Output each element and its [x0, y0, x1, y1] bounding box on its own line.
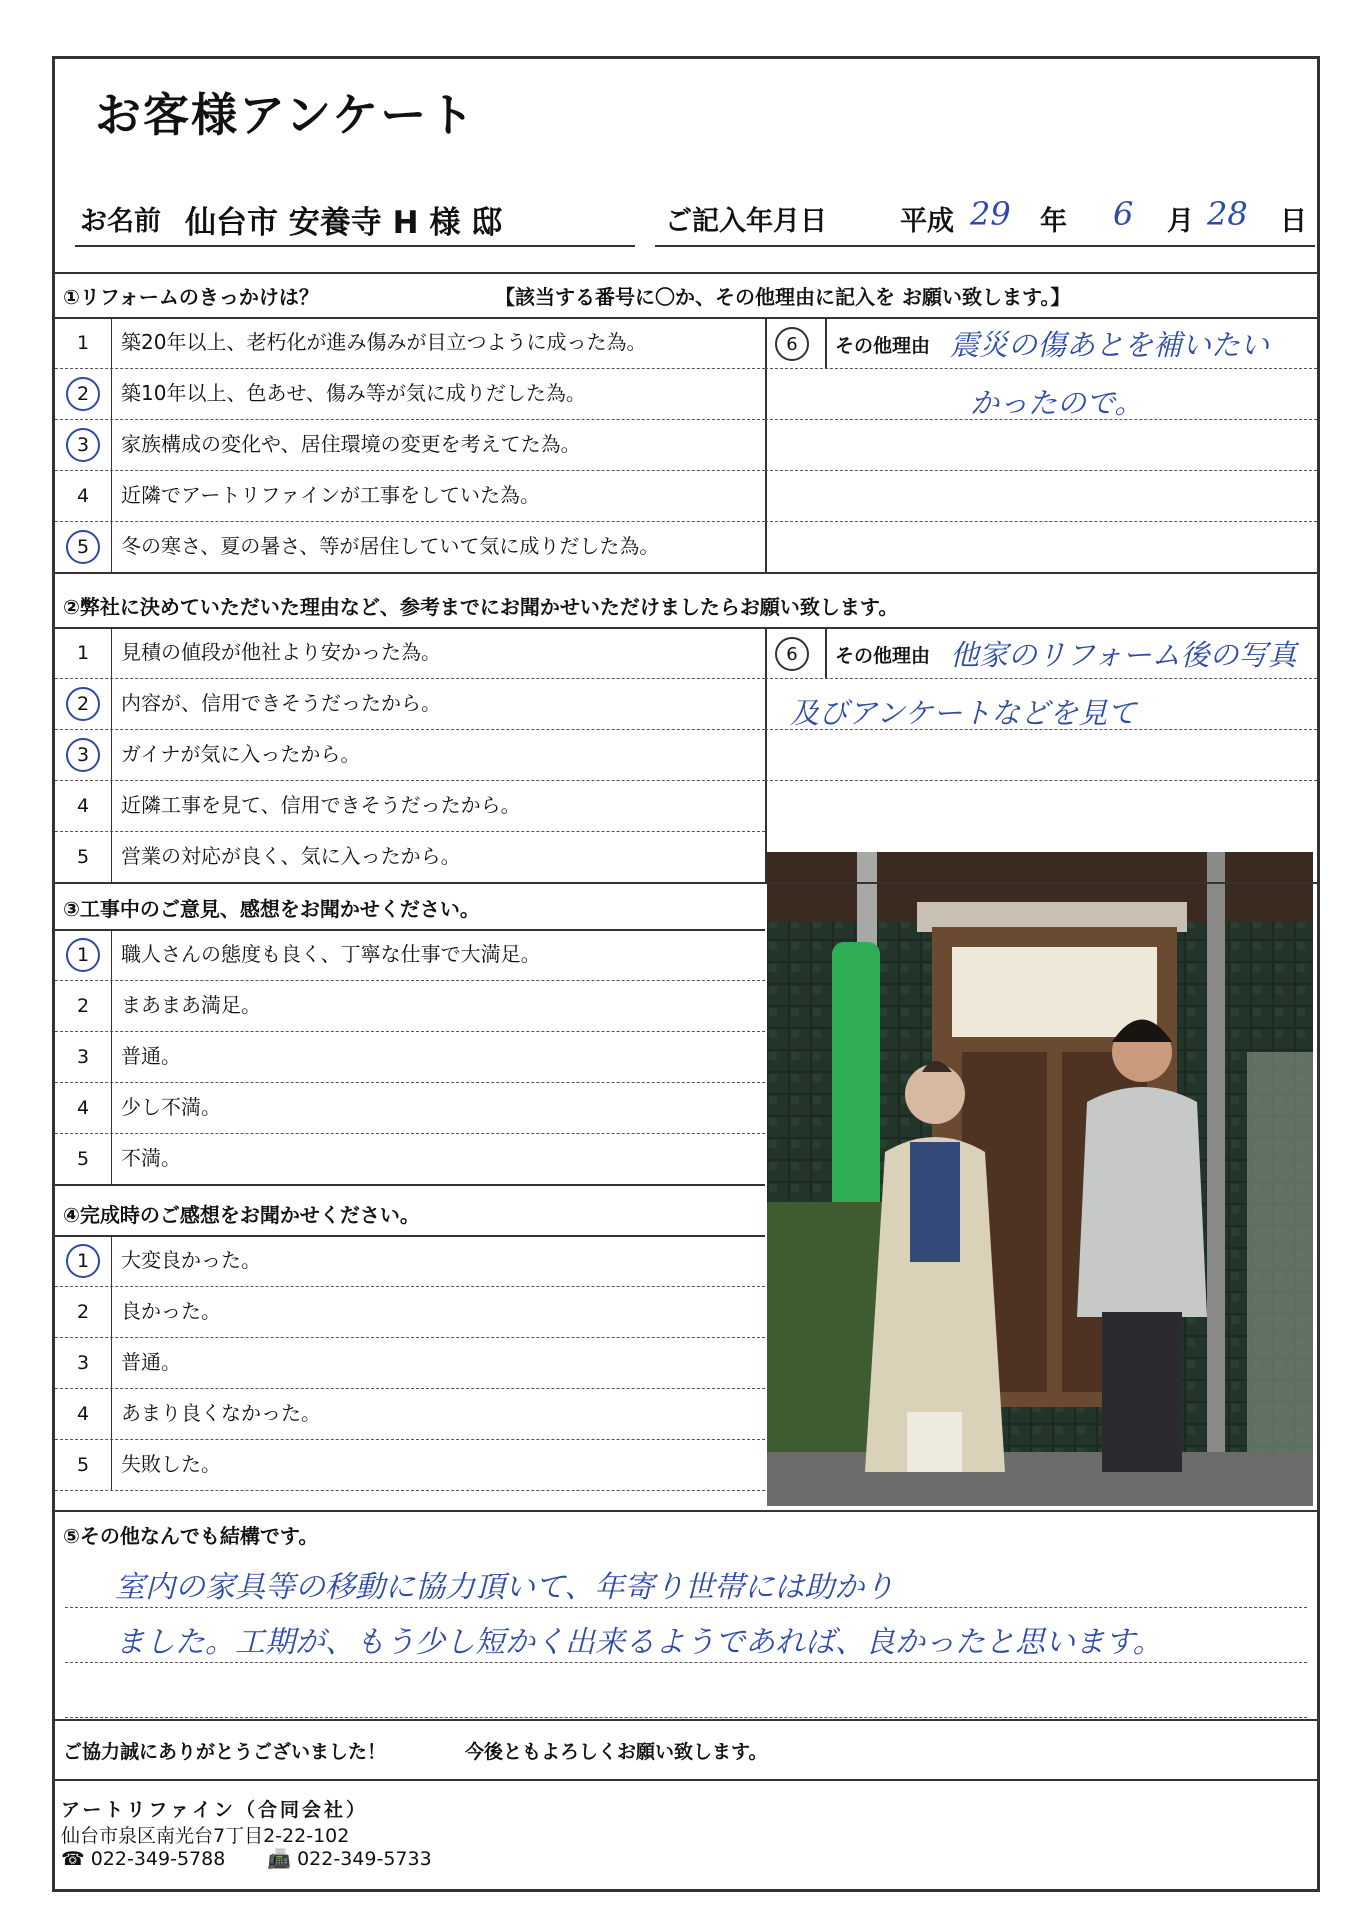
q2-option-3 — [55, 729, 765, 781]
option-text: 家族構成の変化や、居住環境の変更を考えてた為。 — [121, 432, 581, 456]
option-text: 不満。 — [121, 1146, 181, 1170]
q5-answer-line-2: ました。工期が、もう少し短かく出来るようであれば、良かったと思います。 — [115, 1625, 1163, 1660]
photo-illustration — [767, 852, 1313, 1506]
phone-line — [61, 1847, 432, 1870]
answer-line — [765, 419, 1317, 420]
name-value: 仙台市 安養寺 H 様 邸 — [185, 205, 503, 241]
q1-other-answer-line-2: かったので。 — [970, 386, 1144, 420]
divider — [55, 272, 1317, 274]
option-text: ガイナが気に入ったから。 — [121, 742, 361, 766]
option-number-cell — [55, 1031, 112, 1082]
option-number: 2 — [76, 1300, 90, 1323]
option-number: 1 — [76, 641, 90, 664]
divider — [55, 1719, 1317, 1721]
option-number: 2 — [76, 994, 90, 1017]
q1-other-answer-line-1: 震災の傷あとを補いたい — [950, 328, 1270, 362]
option-number-cell — [55, 470, 112, 521]
option-text: 良かった。 — [121, 1299, 221, 1323]
q5-heading: ⑤その他なんでも結構です。 — [63, 1524, 319, 1548]
year-value: 29 — [970, 195, 1011, 233]
option-text: 冬の寒さ、夏の暑さ、等が居住していて気に成りだした為。 — [121, 534, 660, 558]
option-number: 3 — [76, 1351, 90, 1374]
option-text: 築20年以上、老朽化が進み傷みが目立つように成った為。 — [121, 330, 647, 354]
option-text: あまり良くなかった。 — [121, 1401, 321, 1425]
q1-other-label: その他理由 — [835, 335, 931, 357]
q1-other-number-badge — [775, 327, 809, 361]
option-number-cell — [55, 1235, 112, 1286]
q1-option-1 — [55, 317, 765, 369]
answer-line — [765, 470, 1317, 471]
option-number: 5 — [76, 1453, 90, 1476]
q1-option-2 — [55, 368, 765, 420]
day-unit: 日 — [1280, 206, 1307, 237]
month-unit: 月 — [1167, 206, 1194, 237]
option-number-cell — [55, 929, 112, 980]
answer-line — [65, 1607, 1307, 1608]
q3-heading: ③工事中のご意見、感想をお聞かせください。 — [63, 897, 480, 921]
column-divider — [765, 627, 767, 882]
option-text: 大変良かった。 — [121, 1248, 261, 1272]
column-divider — [825, 627, 827, 678]
q2-option-4 — [55, 780, 765, 832]
option-number: 4 — [76, 794, 90, 817]
q1-heading: ①リフォームのきっかけは？ — [63, 285, 319, 309]
divider — [55, 572, 1317, 574]
q4-option-1 — [55, 1235, 765, 1287]
answer-line — [765, 368, 1317, 369]
q2-other-label: その他理由 — [835, 645, 931, 667]
option-number-cell — [55, 1439, 112, 1490]
q1-option-4 — [55, 470, 765, 522]
option-text: 近隣でアートリファインが工事をしていた為。 — [121, 483, 540, 507]
answer-line — [65, 1662, 1307, 1663]
date-underline — [655, 245, 1315, 247]
answer-line — [765, 729, 1317, 730]
survey-form — [52, 56, 1320, 1892]
q2-other-answer-line-1: 他家のリフォーム後の写真 — [950, 638, 1297, 672]
option-number: 3 — [76, 1045, 90, 1068]
q4-option-5 — [55, 1439, 765, 1491]
option-text: 普通。 — [121, 1350, 181, 1374]
q3-option-5 — [55, 1133, 765, 1185]
q2-option-2 — [55, 678, 765, 730]
option-number-cell — [55, 678, 112, 729]
option-number-cell — [55, 780, 112, 831]
option-number-cell — [55, 831, 112, 882]
option-number-cell — [55, 1388, 112, 1439]
q2-other-number-badge — [775, 637, 809, 671]
column-divider — [825, 317, 827, 368]
era-label: 平成 — [900, 206, 954, 237]
option-text: 築10年以上、色あせ、傷み等が気に成りだした為。 — [121, 381, 586, 405]
q3-option-4 — [55, 1082, 765, 1134]
option-number-cell — [55, 419, 112, 470]
q4-option-2 — [55, 1286, 765, 1338]
option-number-cell — [55, 627, 112, 678]
phone-icon: ☎ — [61, 1848, 85, 1870]
circled-option-number: 3 — [66, 428, 100, 462]
option-number-cell — [55, 1337, 112, 1388]
q3-option-2 — [55, 980, 765, 1032]
fax-number: 022-349-5733 — [297, 1848, 432, 1870]
company-address: 仙台市泉区南光台7丁目2-22-102 — [61, 1825, 350, 1847]
option-text: 職人さんの態度も良く、丁寧な仕事で大満足。 — [121, 942, 541, 966]
option-number-cell — [55, 1133, 112, 1184]
day-value: 28 — [1207, 195, 1248, 233]
column-divider — [765, 317, 767, 572]
form-title: お客様アンケート — [95, 88, 477, 142]
q1-instruction: 【該当する番号に〇か、その他理由に記入を お願い致します。】 — [495, 285, 1071, 309]
q2-option-1 — [55, 627, 765, 679]
answer-line — [65, 1717, 1307, 1718]
circled-option-number: 1 — [66, 938, 100, 972]
circled-option-number: 2 — [66, 377, 100, 411]
circled-option-number: 1 — [66, 1244, 100, 1278]
divider — [55, 1779, 1317, 1781]
q2-other-number: 6 — [775, 637, 809, 671]
phone-number: 022-349-5788 — [90, 1848, 226, 1870]
divider — [55, 1184, 765, 1186]
q4-heading: ④完成時のご感想をお聞かせください。 — [63, 1203, 420, 1227]
option-number: 5 — [76, 1147, 90, 1170]
option-number-cell — [55, 317, 112, 368]
option-number: 5 — [76, 845, 90, 868]
q1-other-number: 6 — [775, 327, 809, 361]
name-label: お名前 — [80, 206, 161, 237]
company-name: アートリファイン（合同会社） — [61, 1799, 369, 1821]
q3-option-1 — [55, 929, 765, 981]
regards-text: 今後ともよろしくお願い致します。 — [465, 1741, 768, 1763]
q4-option-4 — [55, 1388, 765, 1440]
option-text: まあまあ満足。 — [121, 993, 261, 1017]
divider — [55, 1510, 1317, 1512]
option-text: 内容が、信用できそうだったから。 — [121, 691, 441, 715]
option-number: 4 — [76, 484, 90, 507]
divider — [55, 882, 1317, 884]
option-number-cell — [55, 1082, 112, 1133]
customer-photo — [767, 852, 1313, 1506]
option-text: 見積の値段が他社より安かった為。 — [121, 640, 441, 664]
circled-option-number: 2 — [66, 687, 100, 721]
q2-other-answer-line-2: 及びアンケートなどを見て — [790, 696, 1137, 730]
year-unit: 年 — [1040, 206, 1067, 237]
option-number-cell — [55, 1286, 112, 1337]
option-text: 普通。 — [121, 1044, 181, 1068]
month-value: 6 — [1113, 195, 1134, 233]
q3-option-3 — [55, 1031, 765, 1083]
q2-heading: ②弊社に決めていただいた理由など、参考までにお聞かせいただけましたらお願い致します。 — [63, 595, 899, 619]
option-number: 4 — [76, 1402, 90, 1425]
option-number-cell — [55, 729, 112, 780]
thanks-text: ご協力誠にありがとうございました！ — [63, 1741, 387, 1763]
answer-line — [765, 521, 1317, 522]
answer-line — [765, 780, 1317, 781]
circled-option-number: 3 — [66, 738, 100, 772]
name-underline — [75, 245, 635, 247]
option-number-cell — [55, 368, 112, 419]
q2-option-5 — [55, 831, 765, 883]
fax-icon: 📠 — [267, 1848, 292, 1870]
q4-option-3 — [55, 1337, 765, 1389]
option-number-cell — [55, 521, 112, 572]
option-number: 1 — [76, 331, 90, 354]
answer-line — [765, 678, 1317, 679]
q1-option-3 — [55, 419, 765, 471]
option-number: 4 — [76, 1096, 90, 1119]
option-text: 近隣工事を見て、信用できそうだったから。 — [121, 793, 521, 817]
circled-option-number: 5 — [66, 530, 100, 564]
q5-answer-line-1: 室内の家具等の移動に協力頂いて、年寄り世帯には助かり — [115, 1570, 895, 1605]
option-text: 失敗した。 — [121, 1452, 221, 1476]
option-number-cell — [55, 980, 112, 1031]
date-label: ご記入年月日 — [665, 206, 827, 237]
option-text: 少し不満。 — [121, 1095, 221, 1119]
option-text: 営業の対応が良く、気に入ったから。 — [121, 844, 461, 868]
q1-option-5 — [55, 521, 765, 573]
